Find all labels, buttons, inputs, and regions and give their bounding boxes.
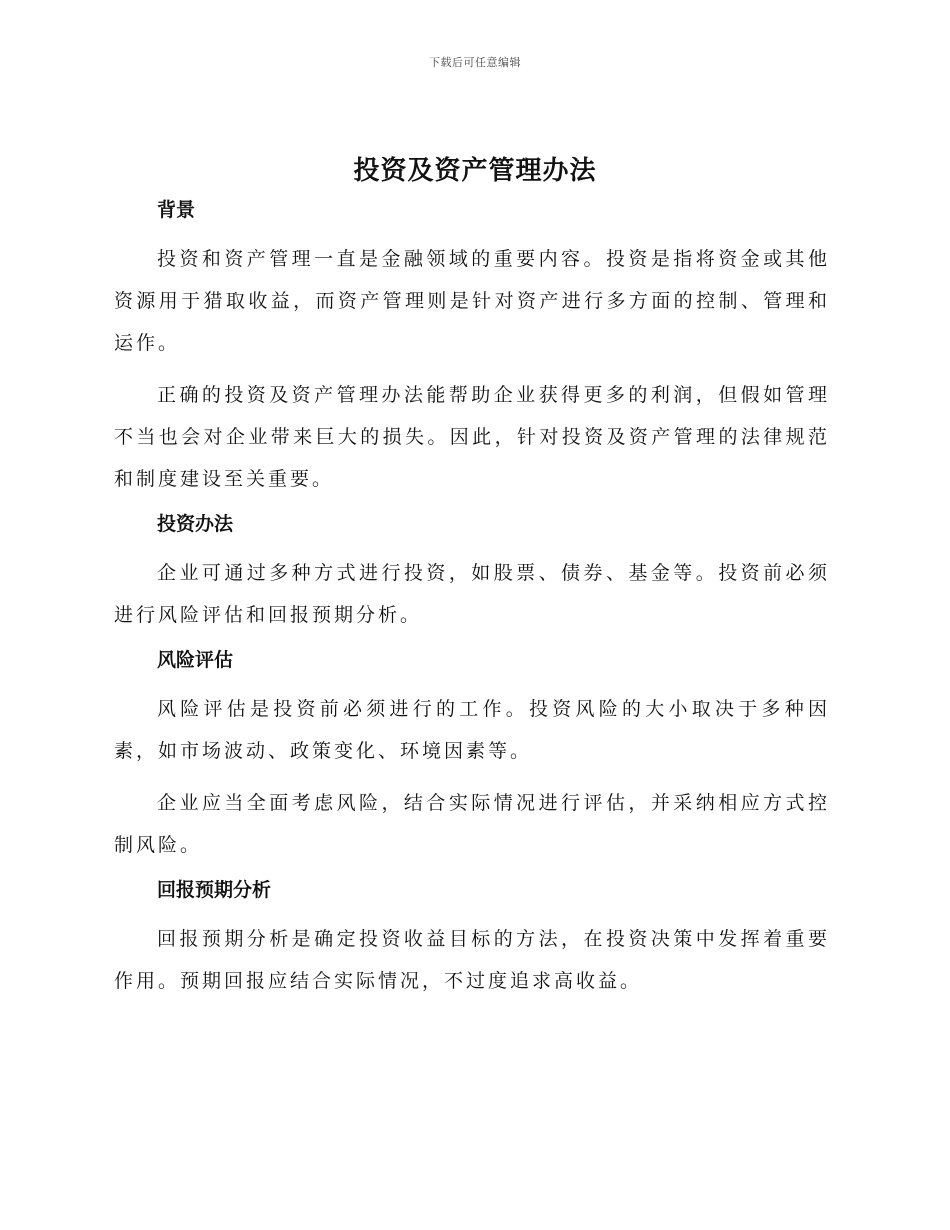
section-heading-background: 背景 [157, 199, 196, 221]
paragraph: 回报预期分析是确定投资收益目标的方法，在投资决策中发挥着重要作用。预期回报应结合实际情况，不过度追求高收益。 [114, 928, 830, 992]
paragraph: 风险评估是投资前必须进行的工作。投资风险的大小取决于多种因素，如市场波动、政策变化、环境因素等。 [114, 698, 830, 762]
paragraph: 企业可通过多种方式进行投资，如股票、债券、基金等。投资前必须进行风险评估和回报预期分析。 [114, 562, 830, 626]
paragraph: 企业应当全面考虑风险，结合实际情况进行评估，并采纳相应方式控制风险。 [114, 792, 830, 856]
page-title: 投资及资产管理办法 [353, 156, 597, 186]
header-note: 下载后可任意编辑 [429, 56, 521, 69]
section-heading-return-analysis: 回报预期分析 [157, 879, 272, 901]
paragraph: 投资和资产管理一直是金融领域的重要内容。投资是指将资金或其他资源用于猎取收益，而资产管理则是针对资产进行多方面的控制、管理和运作。 [114, 248, 830, 354]
section-heading-risk-assessment: 风险评估 [157, 649, 234, 671]
document-body [114, 196, 830, 1012]
paragraph: 正确的投资及资产管理办法能帮助企业获得更多的利润，但假如管理不当也会对企业带来巨大的损失。因此，针对投资及资产管理的法律规范和制度建设至关重要。 [114, 384, 830, 490]
section-heading-investment-methods: 投资办法 [157, 513, 234, 535]
